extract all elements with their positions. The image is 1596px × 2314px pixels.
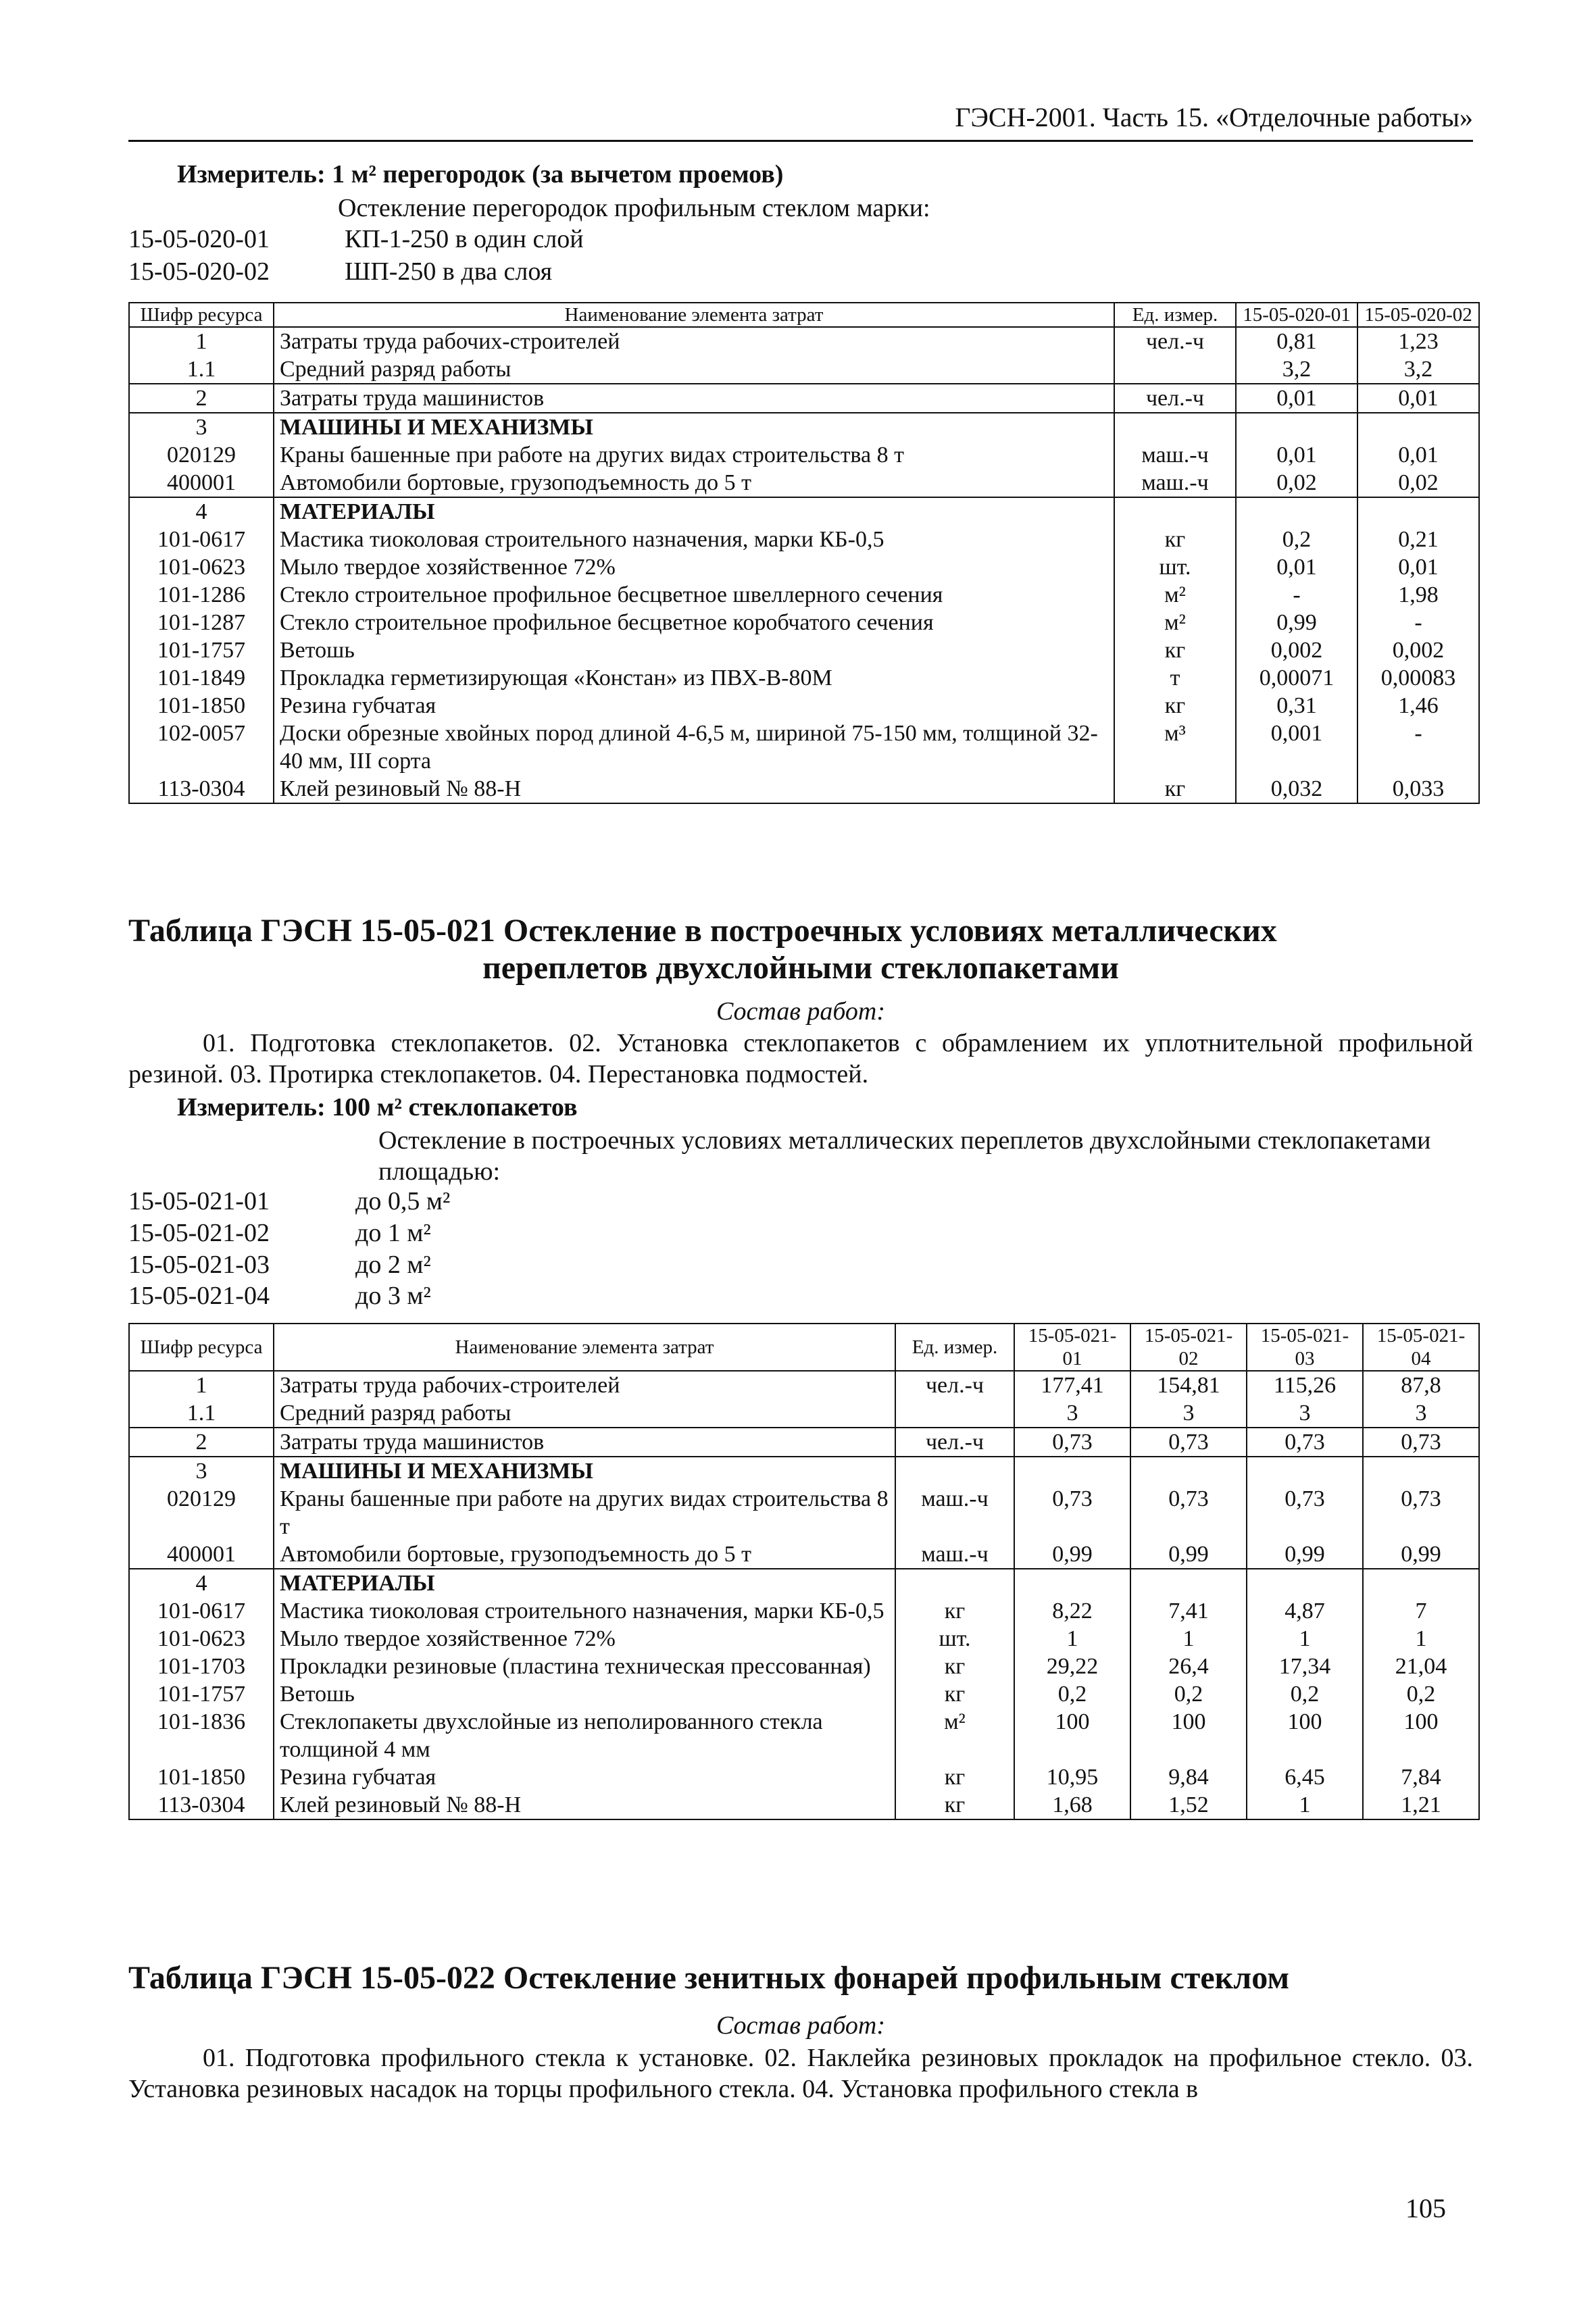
table-row — [129, 355, 1479, 384]
cell-value: 0,02 — [1357, 469, 1479, 497]
works-paragraph: 01. Подготовка стеклопакетов. 02. Установка стеклопакетов с обрамлением их уплотнительной профильной резиной. 03. Протирка стеклопакетов. 04. Перестановка подмостей. — [128, 1029, 1473, 1088]
cell-value: 17,34 — [1247, 1653, 1363, 1680]
cell-unit: чел.-ч — [895, 1428, 1014, 1457]
cell-name: МАТЕРИАЛЫ — [274, 1569, 895, 1597]
table-row — [129, 1653, 1479, 1680]
cell-value: 1 — [1247, 1625, 1363, 1653]
cell-value: 3 — [1247, 1399, 1363, 1428]
cell-value: 0,01 — [1357, 384, 1479, 413]
table-row — [129, 720, 1479, 775]
cell-unit: м² — [1114, 609, 1236, 636]
cell-value: 115,26 — [1247, 1371, 1363, 1399]
cell-value: 0,032 — [1236, 775, 1357, 803]
section-title-022: Таблица ГЭСН 15-05-022 Остекление зенитных фонарей профильным стеклом — [128, 1960, 1290, 1996]
cell-name: Краны башенные при работе на других видах строительства 8 т — [274, 1485, 895, 1540]
cell-value: 1,68 — [1014, 1791, 1130, 1819]
cell-unit: чел.-ч — [1114, 384, 1236, 413]
table-row — [129, 526, 1479, 553]
cell-unit: м³ — [1114, 720, 1236, 775]
header-col-2: 15-05-020-02 — [1357, 303, 1479, 327]
table-header-row — [129, 303, 1479, 327]
table-row — [129, 1485, 1479, 1540]
cell-value: - — [1357, 720, 1479, 775]
cell-code: 2 — [129, 384, 274, 413]
cell-code: 020129 — [129, 441, 274, 469]
cell-value: 1,46 — [1357, 692, 1479, 720]
cell-code: 113-0304 — [129, 775, 274, 803]
cell-value: 0,31 — [1236, 692, 1357, 720]
cell-name: Автомобили бортовые, грузоподъемность до 5 т — [274, 469, 1114, 497]
cell-name: Затраты труда рабочих-строителей — [274, 1371, 895, 1399]
cell-value — [1357, 497, 1479, 526]
code-number: 15-05-021-04 — [128, 1282, 270, 1310]
cell-value — [1247, 1457, 1363, 1485]
cell-value: - — [1357, 609, 1479, 636]
cell-value: 10,95 — [1014, 1763, 1130, 1791]
cell-value: 1 — [1014, 1625, 1130, 1653]
header-unit: Ед. измер. — [1114, 303, 1236, 327]
cell-name: Стекло строительное профильное бесцветное швеллерного сечения — [274, 581, 1114, 609]
table-row — [129, 497, 1479, 526]
cell-name: Средний разряд работы — [274, 1399, 895, 1428]
cell-value: 0,00083 — [1357, 664, 1479, 692]
cell-value: 100 — [1130, 1708, 1247, 1763]
cell-value: 0,99 — [1363, 1540, 1479, 1569]
cell-unit: чел.-ч — [1114, 327, 1236, 355]
table-row — [129, 636, 1479, 664]
cell-code: 101-1287 — [129, 609, 274, 636]
cell-value: 0,21 — [1357, 526, 1479, 553]
cell-code: 101-1757 — [129, 636, 274, 664]
cell-value: 0,2 — [1236, 526, 1357, 553]
cell-value: 9,84 — [1130, 1763, 1247, 1791]
title-line-1: Таблица ГЭСН 15-05-021 Остекление в построечных условиях металлических — [128, 913, 1277, 949]
table-row — [129, 609, 1479, 636]
cell-unit: чел.-ч — [895, 1371, 1014, 1399]
cell-value: 154,81 — [1130, 1371, 1247, 1399]
cell-name: Стеклопакеты двухслойные из неполированного стекла толщиной 4 мм — [274, 1708, 895, 1763]
cell-value: 0,033 — [1357, 775, 1479, 803]
cell-value: 3,2 — [1357, 355, 1479, 384]
cell-code: 4 — [129, 1569, 274, 1597]
cell-unit: кг — [1114, 636, 1236, 664]
cell-code: 101-1850 — [129, 692, 274, 720]
cell-value: 0,01 — [1236, 384, 1357, 413]
table-row — [129, 1763, 1479, 1791]
cell-value: 100 — [1014, 1708, 1130, 1763]
header-name: Наименование элемента затрат — [274, 303, 1114, 327]
cell-value: 0,73 — [1014, 1485, 1130, 1540]
cell-name: Прокладка герметизирующая «Констан» из ПВХ-В-80М — [274, 664, 1114, 692]
table-row — [129, 553, 1479, 581]
cell-value — [1014, 1569, 1130, 1597]
cell-name: Мастика тиоколовая строительного назначения, марки КБ-0,5 — [274, 526, 1114, 553]
cell-value: 0,01 — [1236, 553, 1357, 581]
cell-value: 3 — [1363, 1399, 1479, 1428]
header-unit: Ед. измер. — [895, 1324, 1014, 1371]
cell-name: Клей резиновый № 88-Н — [274, 1791, 895, 1819]
cell-value: 100 — [1363, 1708, 1479, 1763]
cell-code: 102-0057 — [129, 720, 274, 775]
cell-value: 1,23 — [1357, 327, 1479, 355]
table-row — [129, 775, 1479, 803]
cell-unit: кг — [895, 1680, 1014, 1708]
code-text: до 1 м² — [355, 1219, 431, 1247]
cell-unit — [895, 1399, 1014, 1428]
cell-unit — [895, 1569, 1014, 1597]
header-col-1: 15-05-021-01 — [1014, 1324, 1130, 1371]
code-row — [128, 1250, 431, 1280]
table-row — [129, 1540, 1479, 1569]
cell-unit: кг — [1114, 775, 1236, 803]
cell-value — [1247, 1569, 1363, 1597]
cell-code: 101-0617 — [129, 1597, 274, 1625]
table-row — [129, 581, 1479, 609]
cell-value: 1,52 — [1130, 1791, 1247, 1819]
cell-value: 3,2 — [1236, 355, 1357, 384]
code-text: до 3 м² — [355, 1282, 431, 1310]
code-text: до 2 м² — [355, 1251, 431, 1279]
table-row — [129, 664, 1479, 692]
cell-name: Стекло строительное профильное бесцветное коробчатого сечения — [274, 609, 1114, 636]
cell-code: 3 — [129, 1457, 274, 1485]
table-row — [129, 1428, 1479, 1457]
table-row — [129, 441, 1479, 469]
cell-unit: кг — [1114, 526, 1236, 553]
description-2: Остекление в построечных условиях металлических переплетов двухслойными стеклопакетами площадью: — [378, 1126, 1431, 1186]
composition-label: Состав работ: — [716, 997, 886, 1026]
header-col-3: 15-05-021-03 — [1247, 1324, 1363, 1371]
cell-name: Резина губчатая — [274, 1763, 895, 1791]
cell-value: - — [1236, 581, 1357, 609]
cell-value: 6,45 — [1247, 1763, 1363, 1791]
cell-code: 2 — [129, 1428, 274, 1457]
cell-unit — [895, 1457, 1014, 1485]
cell-unit: т — [1114, 664, 1236, 692]
cell-unit: маш.-ч — [1114, 469, 1236, 497]
cell-value: 1,98 — [1357, 581, 1479, 609]
cell-value — [1236, 413, 1357, 441]
cell-value — [1130, 1457, 1247, 1485]
header-code: Шифр ресурса — [129, 1324, 274, 1371]
cell-unit — [1114, 355, 1236, 384]
cell-value: 177,41 — [1014, 1371, 1130, 1399]
table-row — [129, 469, 1479, 497]
table-row — [129, 413, 1479, 441]
cell-value: 0,99 — [1130, 1540, 1247, 1569]
section-title-021 — [128, 912, 1473, 986]
cell-value: 0,73 — [1130, 1428, 1247, 1457]
meter-1: Измеритель: 1 м² перегородок (за вычетом проемов) — [177, 160, 784, 188]
cell-code: 020129 — [129, 1485, 274, 1540]
cell-value: 0,01 — [1357, 441, 1479, 469]
code-row — [128, 1218, 431, 1248]
table-row — [129, 1791, 1479, 1819]
cell-code: 1 — [129, 327, 274, 355]
cell-value — [1363, 1569, 1479, 1597]
cell-value: 0,73 — [1130, 1485, 1247, 1540]
cell-unit — [1114, 497, 1236, 526]
cell-unit: м² — [895, 1708, 1014, 1763]
code-text: КП-1-250 в один слой — [345, 225, 584, 253]
code-number: 15-05-020-02 — [128, 257, 270, 286]
header-name: Наименование элемента затрат — [274, 1324, 895, 1371]
cell-value: 0,001 — [1236, 720, 1357, 775]
composition-label: Состав работ: — [716, 2011, 886, 2040]
cell-value: 7 — [1363, 1597, 1479, 1625]
table-header-row — [129, 1324, 1479, 1371]
cell-code: 101-1836 — [129, 1708, 274, 1763]
cell-name: Прокладки резиновые (пластина техническая прессованная) — [274, 1653, 895, 1680]
cell-name: Мыло твердое хозяйственное 72% — [274, 553, 1114, 581]
cell-value: 4,87 — [1247, 1597, 1363, 1625]
cell-unit: кг — [1114, 692, 1236, 720]
cell-value: 0,73 — [1363, 1428, 1479, 1457]
cell-name: Мастика тиоколовая строительного назначения, марки КБ-0,5 — [274, 1597, 895, 1625]
cell-unit: шт. — [895, 1625, 1014, 1653]
cell-value: 0,2 — [1363, 1680, 1479, 1708]
code-number: 15-05-021-02 — [128, 1219, 270, 1247]
header-col-4: 15-05-021-04 — [1363, 1324, 1479, 1371]
cell-code: 101-1757 — [129, 1680, 274, 1708]
code-number: 15-05-021-01 — [128, 1187, 270, 1215]
cell-value — [1357, 413, 1479, 441]
cell-unit: шт. — [1114, 553, 1236, 581]
table-row — [129, 1371, 1479, 1399]
cell-name: Средний разряд работы — [274, 355, 1114, 384]
cell-name: Затраты труда рабочих-строителей — [274, 327, 1114, 355]
cell-value: 1,21 — [1363, 1791, 1479, 1819]
cost-table-2 — [128, 1323, 1480, 1820]
cell-value: 100 — [1247, 1708, 1363, 1763]
cell-name: МАШИНЫ И МЕХАНИЗМЫ — [274, 413, 1114, 441]
cell-code: 400001 — [129, 1540, 274, 1569]
table-row — [129, 692, 1479, 720]
cell-name: Клей резиновый № 88-Н — [274, 775, 1114, 803]
cell-name: Автомобили бортовые, грузоподъемность до 5 т — [274, 1540, 895, 1569]
meter-2: Измеритель: 100 м² стеклопакетов — [177, 1093, 578, 1122]
code-row — [128, 1281, 431, 1311]
cell-value: 0,73 — [1247, 1485, 1363, 1540]
cell-code: 101-1849 — [129, 664, 274, 692]
table-row — [129, 1680, 1479, 1708]
cell-code: 3 — [129, 413, 274, 441]
cell-value: 3 — [1130, 1399, 1247, 1428]
cell-value: 0,01 — [1357, 553, 1479, 581]
cell-name: МАТЕРИАЛЫ — [274, 497, 1114, 526]
cell-value: 0,73 — [1247, 1428, 1363, 1457]
code-number: 15-05-021-03 — [128, 1251, 270, 1279]
cell-value: 0,2 — [1247, 1680, 1363, 1708]
cell-code: 4 — [129, 497, 274, 526]
cost-table-1 — [128, 302, 1480, 804]
table-row — [129, 1457, 1479, 1485]
cell-unit: кг — [895, 1653, 1014, 1680]
page-number: 105 — [1405, 2193, 1446, 2223]
cell-value: 0,73 — [1014, 1428, 1130, 1457]
cell-code: 1.1 — [129, 355, 274, 384]
cell-name: Затраты труда машинистов — [274, 1428, 895, 1457]
title-line-2: переплетов двухслойными стеклопакетами — [482, 950, 1119, 986]
cell-value: 0,2 — [1014, 1680, 1130, 1708]
cell-name: Мыло твердое хозяйственное 72% — [274, 1625, 895, 1653]
cell-value: 1 — [1363, 1625, 1479, 1653]
cell-value: 3 — [1014, 1399, 1130, 1428]
cell-code: 101-0623 — [129, 1625, 274, 1653]
cell-value: 0,73 — [1363, 1485, 1479, 1540]
cell-code: 1 — [129, 1371, 274, 1399]
cell-unit: маш.-ч — [1114, 441, 1236, 469]
table-row — [129, 1399, 1479, 1428]
cell-value: 0,99 — [1247, 1540, 1363, 1569]
cell-value: 0,2 — [1130, 1680, 1247, 1708]
cell-unit — [1114, 413, 1236, 441]
cell-unit: кг — [895, 1597, 1014, 1625]
works-paragraph: 01. Подготовка профильного стекла к установке. 02. Наклейка резиновых прокладок на профильное стекло. 03. Установка резиновых насадок на торцы профильного стекла. 04. Установка профильного стекла в — [128, 2044, 1473, 2103]
header-code: Шифр ресурса — [129, 303, 274, 327]
header-col-1: 15-05-020-01 — [1236, 303, 1357, 327]
cell-value: 7,41 — [1130, 1597, 1247, 1625]
code-row — [128, 224, 584, 254]
cell-value — [1130, 1569, 1247, 1597]
table-row — [129, 327, 1479, 355]
cell-name: Затраты труда машинистов — [274, 384, 1114, 413]
cell-value — [1363, 1457, 1479, 1485]
cell-value: 0,99 — [1014, 1540, 1130, 1569]
running-header: ГЭСН-2001. Часть 15. «Отделочные работы» — [128, 101, 1473, 142]
code-number: 15-05-020-01 — [128, 225, 270, 253]
cell-code: 101-1850 — [129, 1763, 274, 1791]
cell-name: Доски обрезные хвойных пород длиной 4-6,5 м, шириной 75-150 мм, толщиной 32-40 мм, III сорта — [274, 720, 1114, 775]
cell-code: 113-0304 — [129, 1791, 274, 1819]
cell-name: Ветошь — [274, 1680, 895, 1708]
cell-value: 0,02 — [1236, 469, 1357, 497]
header-col-2: 15-05-021-02 — [1130, 1324, 1247, 1371]
cell-unit: маш.-ч — [895, 1540, 1014, 1569]
cell-name: Ветошь — [274, 636, 1114, 664]
cell-value: 0,99 — [1236, 609, 1357, 636]
code-text: до 0,5 м² — [355, 1187, 451, 1215]
cell-value — [1236, 497, 1357, 526]
cell-unit: маш.-ч — [895, 1485, 1014, 1540]
code-text: ШП-250 в два слоя — [345, 257, 553, 286]
cell-name: МАШИНЫ И МЕХАНИЗМЫ — [274, 1457, 895, 1485]
table-row — [129, 1625, 1479, 1653]
cell-value: 0,002 — [1357, 636, 1479, 664]
code-row — [128, 257, 552, 286]
cell-unit: кг — [895, 1763, 1014, 1791]
cell-name: Краны башенные при работе на других видах строительства 8 т — [274, 441, 1114, 469]
cell-name: Резина губчатая — [274, 692, 1114, 720]
cell-value: 1 — [1130, 1625, 1247, 1653]
cell-code: 101-0623 — [129, 553, 274, 581]
cell-code: 1.1 — [129, 1399, 274, 1428]
cell-unit: м² — [1114, 581, 1236, 609]
cell-value: 8,22 — [1014, 1597, 1130, 1625]
cell-value: 87,8 — [1363, 1371, 1479, 1399]
cell-value: 0,81 — [1236, 327, 1357, 355]
table-row — [129, 384, 1479, 413]
cell-value: 29,22 — [1014, 1653, 1130, 1680]
table-row — [129, 1597, 1479, 1625]
cell-value: 0,00071 — [1236, 664, 1357, 692]
cell-value: 0,01 — [1236, 441, 1357, 469]
cell-value: 0,002 — [1236, 636, 1357, 664]
cell-code: 101-0617 — [129, 526, 274, 553]
table-row — [129, 1569, 1479, 1597]
cell-unit: кг — [895, 1791, 1014, 1819]
cell-code: 101-1703 — [129, 1653, 274, 1680]
cell-value: 7,84 — [1363, 1763, 1479, 1791]
cell-value — [1014, 1457, 1130, 1485]
cell-value: 26,4 — [1130, 1653, 1247, 1680]
code-row — [128, 1186, 450, 1216]
description-1: Остекление перегородок профильным стеклом марки: — [338, 194, 930, 222]
cell-value: 21,04 — [1363, 1653, 1479, 1680]
cell-value: 1 — [1247, 1791, 1363, 1819]
cell-code: 400001 — [129, 469, 274, 497]
table-row — [129, 1708, 1479, 1763]
cell-code: 101-1286 — [129, 581, 274, 609]
